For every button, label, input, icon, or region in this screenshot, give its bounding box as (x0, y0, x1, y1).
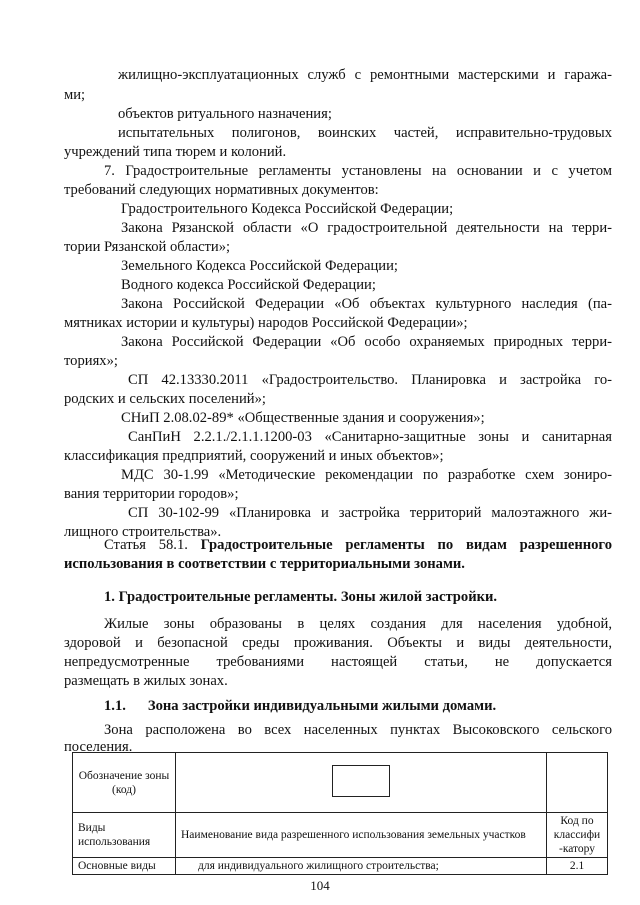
text-line: Закона Рязанской области «О градостроительной деятельности на терри- (121, 220, 612, 236)
text-line: МДС 30-1.99 «Методические рекомендации по разработке схем зониро- (121, 467, 612, 483)
table-row (73, 753, 608, 813)
text-line: испытательных полигонов, воинских частей, исправительно-трудовых (118, 125, 612, 141)
text-line: Земельного Кодекса Российской Федерации; (121, 258, 398, 274)
text-line: размещать в жилых зонах. (64, 673, 228, 689)
text-line: Градостроительного Кодекса Российской Федерации; (121, 201, 454, 217)
table-row (73, 858, 608, 875)
name-header: Наименование вида разрешенного использования земельных участков (176, 813, 547, 858)
section-heading: 1. Градостроительные регламенты. Зоны жилой застройки. (104, 589, 498, 605)
article-title-continued: использования в соответствии с территориальными зонами. (64, 556, 465, 572)
text-line: здоровой и безопасной среды проживания. Объекты и виды деятельности, (64, 635, 612, 651)
subsection-title: Зона застройки индивидуальными жилыми домами. (147, 698, 497, 714)
text-line: вания территории городов»; (64, 486, 239, 502)
text-line: СП 42.13330.2011 «Градостроительство. Планировка и застройка го- (128, 372, 612, 388)
text-line: поселения. (64, 739, 133, 755)
text-line: непредусмотренные требованиями настоящей статьи, не допускается (64, 654, 612, 670)
text-line: Закона Российской Федерации «Об особо охраняемых природных терри- (121, 334, 612, 350)
text-line: лищного строительства». (64, 524, 222, 540)
text-line: Закона Российской Федерации «Об объектах культурного наследия (па- (121, 296, 612, 312)
text-line: мятниках истории и культуры) народов Российской Федерации»; (64, 315, 468, 331)
types-label: Виды использования (73, 813, 176, 858)
code-header: Код по классифи -катору (547, 813, 608, 858)
text-line: объектов ритуального назначения; (118, 106, 332, 122)
text-line: СанПиН 2.2.1./2.1.1.1200-03 «Санитарно-защитные зоны и санитарная (128, 429, 612, 445)
zone-code-box (332, 765, 390, 797)
article-title: Градостроительные регламенты по видам разрешенного (200, 537, 612, 553)
zone-code-cell (176, 753, 547, 813)
page-number: 104 (310, 878, 330, 893)
text-line: Жилые зоны образованы в целях создания для населения удобной, (104, 616, 612, 632)
text-line: требований следующих нормативных документов: (64, 182, 379, 198)
text-line: ториях»; (64, 353, 118, 369)
row-type: Основные виды (73, 858, 176, 875)
text-line: учреждений типа тюрем и колоний. (64, 144, 287, 160)
text-line: СП 30-102-99 «Планировка и застройка территорий малоэтажного жи- (128, 505, 612, 521)
text-line: Водного кодекса Российской Федерации; (121, 277, 376, 293)
article-heading (104, 536, 612, 555)
subsection-number: 1.1. (104, 698, 126, 714)
text-line: родских и сельских поселений»; (64, 391, 266, 407)
text-line: 7. Градостроительные регламенты установлены на основании и с учетом (104, 163, 612, 179)
text-line: тории Рязанской области»; (64, 239, 231, 255)
empty-cell (547, 753, 608, 813)
subsection-heading (104, 697, 612, 716)
text-line: классификация предприятий, сооружений и иных объектов»; (64, 448, 444, 464)
text-line: СНиП 2.08.02-89* «Общественные здания и сооружения»; (121, 410, 485, 426)
article-prefix: Статья 58.1. (104, 537, 201, 553)
zone-code-label: Обозначение зоны (код) (73, 753, 176, 813)
zone-table (72, 752, 608, 875)
text-line: Зона расположена во всех населенных пунктах Высоковского сельского (104, 722, 612, 738)
row-name: для индивидуального жилищного строительства; (176, 858, 547, 875)
row-code: 2.1 (547, 858, 608, 875)
text-line: ми; (64, 87, 86, 103)
table-row (73, 813, 608, 858)
text-line: жилищно-эксплуатационных служб с ремонтными мастерскими и гаража- (118, 67, 612, 83)
